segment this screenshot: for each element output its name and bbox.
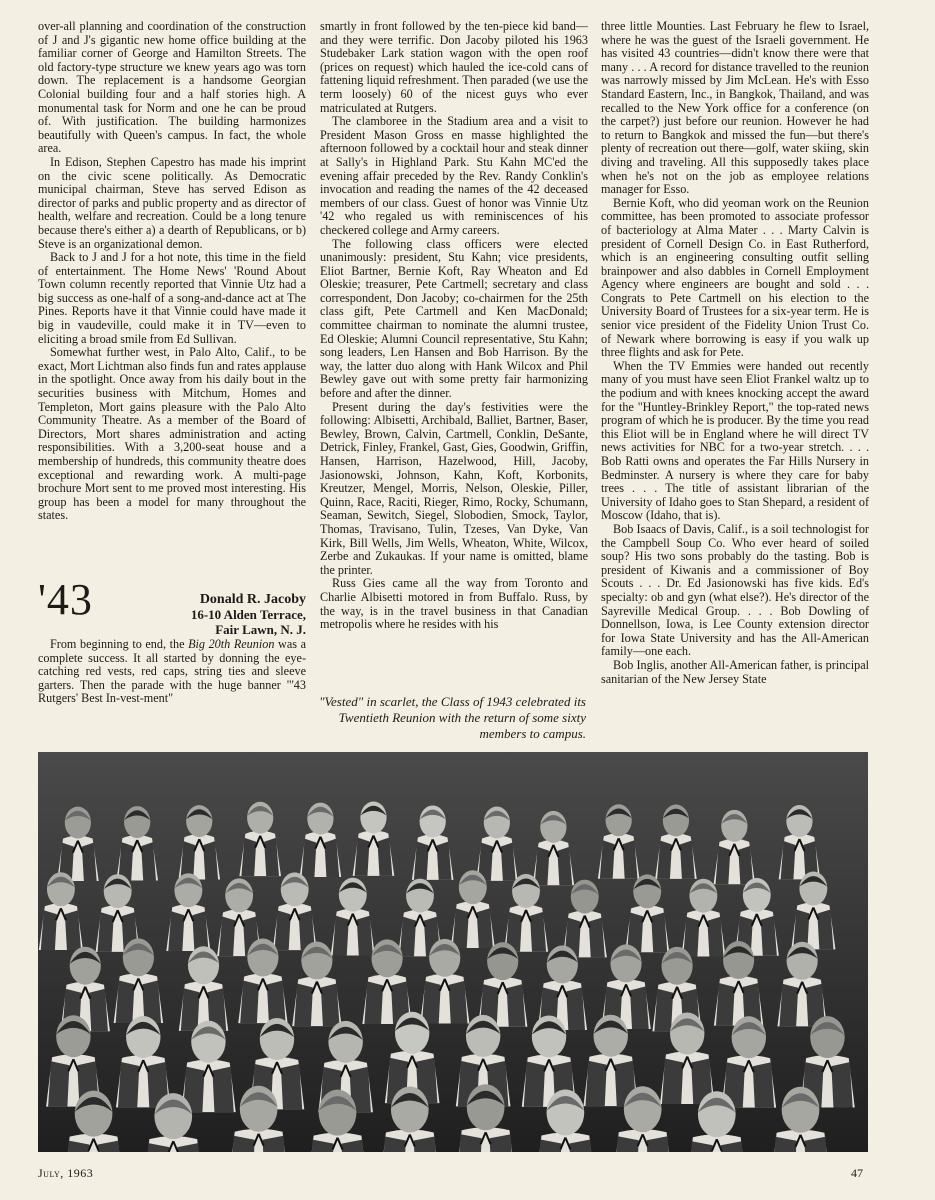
vest <box>654 989 673 1032</box>
italic-title: Big 20th Reunion <box>188 637 275 651</box>
vest <box>753 1062 774 1107</box>
vest <box>181 988 200 1031</box>
correspondent-name: Donald R. Jacoby <box>199 592 306 607</box>
paragraph: three little Mounties. Last February he flew to Israel, where he was the guest of the Israeli government. He has visited 43 countries—didn't know there were that many . . . A record for distance travelled to the reunion was narrowly missed by Jim McLean. He's with Esso Standard Eastern, Inc., in Bangkok, Thailand, and was recalled to the New York office for a conference (on the carpet?) just before our reunion. However he had to return to Bangkok and missed the fun—but there's plenty of recreation out there—golf, water skiing, skin diving and traveling. All this supposedly takes place when he's not on the job as employee relations manager for Esso. <box>601 19 869 197</box>
paragraph: The following class officers were elected unanimously: president, Stu Kahn; vice presidents, Eliot Bartner, Bernie Koft, Ray Wheaton and Ed Oleskie; treasurer, Pete Cartmell; secretary and class correspondent, Don Jacoby; co-chairmen for the 25th class gift, Pete Cartmell and Ken MacDonald; committee chairman to nominate the alumni trustee, Ed Oleskie; Alumni Council representative, Stu Kahn; song leaders, Len Hansen and Bob Harrison. By the way, the latter duo along with Hank Wilcox and Phil Bewley gave out with some pretty fair harmonizing before and after the dinner. <box>320 236 588 401</box>
photo-caption <box>318 694 586 742</box>
issue-date: July, 1963 <box>38 1166 94 1180</box>
paragraph: Back to J and J for a hot note, this time in the field of entertainment. The Home News' 'Round About Town column recently reported that Vinnie Utz had a big success as one-half of a song-and-dance act at The Pines. Reports have it that Vinnie could have made it big in vaudeville, could make it in TV—even to eliciting a broad smile from Ed Sullivan. <box>38 250 306 346</box>
column-1 <box>38 20 306 523</box>
vest <box>116 980 135 1023</box>
page-number: 47 <box>851 1166 863 1180</box>
column-2 <box>320 20 588 632</box>
caption-text: in scarlet, the Class of 1943 celebrated its Twentieth Reunion with the return of some sixty members to campus. <box>338 694 586 741</box>
vest <box>507 984 526 1027</box>
column-3 <box>601 20 869 686</box>
caption-lead: "Vested" <box>319 694 364 709</box>
address-line-1: 16-10 Alden Terrace, <box>190 607 306 622</box>
paragraph: Present during the day's festivities were the following: Albisetti, Archibald, Balliet, Bartner, Baser, Bewley, Brown, Calvin, Cartmell, Conklin, DeSante, Detrick, Finley, Frankel, Gast, Gies, Goodwin, Griffin, Hansen, Harrison, Hazelwood, Hill, Jacoby, Jasionowski, Johnson, Kahn, Koft, Korbonits, Kreutzer, Mengel, Morris, Nelson, Oleskie, Piller, Quinn, Race, Raciti, Rieger, Rimo, Rocky, Schumann, Seaman, Sewitch, Siegel, Slobodien, Smock, Taylor, Thomas, Travisano, Tulin, Tzeses, Van Dyke, Van Kirk, Bill Wells, Jim Wells, Wheaton, White, Wilcox, Zerbe and Zukaukas. If your name is omitted, blame the printer. <box>320 399 588 577</box>
text-run: was a complete success. It all started by donning the eye-catching red vests, red caps, string ties and sleeve garters. Then the parade with the huge banner "'43 Rutgers' Best In-vest-ment" <box>38 637 306 706</box>
vest <box>662 1059 683 1104</box>
vest <box>240 981 259 1024</box>
vest <box>779 984 798 1027</box>
vest <box>364 981 383 1024</box>
vest <box>294 984 313 1027</box>
class-correspondent <box>191 592 306 637</box>
vest <box>212 1067 233 1112</box>
vest <box>118 1062 139 1107</box>
paragraph: Somewhat further west, in Palo Alto, Calif., to be exact, Mort Lichtman also finds fun and rates applause in the spotlight. Once away from his daily bout in the securities business with Mitchum, Homes and Templeton, Mort gains pleasure with the Palo Alto Community Theatre. As a member of the Board of Directors, Mort shares administration and acting responsibilities. With a 3,200-seat house and a membership of hundreds, this community theatre does exceptional and rewarding work. A multi-page brochure Mort sent to me proved most interesting. His group has been a model for many throughout the states. <box>38 345 306 523</box>
address-line-2: Fair Lawn, N. J. <box>215 622 306 637</box>
paragraph: Russ Gies came all the way from Toronto and Charlie Albisetti motored in from Buffalo. Russ, by the way, is in the travel business in that Canadian metropolis where he resides with his <box>320 576 588 632</box>
vest <box>524 1061 545 1106</box>
paragraph: The clamboree in the Stadium area and a visit to President Mason Gross en masse highlighted the afternoon followed by a cocktail hour and steak dinner at Sally's in Highland Park. Stu Kahn MC'ed the evening affair preceded by the Rev. Randy Conklin's invocation and reading the names of the 42 deceased members of our class. Guest of honor was Vinnie Utz '42 who regaled us with reminiscences of his checkered college and Army careers. <box>320 114 588 237</box>
paragraph: In Edison, Stephen Capestro has made his imprint on the civic scene politically. As Democratic municipal chairman, Steve has served Edison as director of parks and public property and as director of health, welfare and recreation. Could be a long tenure because there's either a) a dearth of Republicans, or b) Steve is an organizational demon. <box>38 154 306 251</box>
vest <box>267 981 286 1024</box>
vest <box>449 981 468 1024</box>
vest <box>422 981 441 1024</box>
column-1-class-notes <box>38 638 306 706</box>
class-header <box>38 575 306 638</box>
paragraph: Bob Isaacs of Davis, Calif., is a soil technologist for the Campbell Soup Co. Who ever heard of soiled soup? His two sons probably do the tasting. Bob is president of Kiwanis and a commissioner of Boy Scouts . . . Dr. Ed Jasionowski has five kids. Ed's specialty: ob and gyn (what else?). He's director of the Sayreville Medical Group. . . . Bob Dowling of Donnellson, Iowa, is Lee County extension director for Iowa State University and has the All-American family—one each. <box>601 521 869 659</box>
paragraph: Bob Inglis, another All-American father, is principal sanitarian of the New Jersey State <box>601 657 869 686</box>
vest <box>281 1064 302 1109</box>
class-year: '43 <box>38 575 93 624</box>
vest <box>566 987 585 1030</box>
vest <box>89 989 108 1032</box>
vest <box>630 986 649 1029</box>
vest <box>585 1061 606 1106</box>
paragraph: over-all planning and coordination of the construction of J and J's gigantic new home office building at the familiar corner of George and Hamilton Streets. The old factory-type structure we knew years ago was torn down. The replacement is a handsome Georgian Colonial building four and a half stories high. A monumental task for Norm and one he can be proud of. With justification. The building harmonizes beautifully with Queen's campus. In fact, the whole area. <box>38 19 306 156</box>
text-run: From beginning to end, the <box>50 637 189 651</box>
vest <box>48 1061 69 1106</box>
paragraph: smartly in front followed by the ten-piece kid band—and they were terrific. Don Jacoby piloted his 1963 Studebaker Lark station wagon with the open roof (prices on request) which hauled the ice-cold cans of fattening liquid refreshment. Then paraded (we use the term loosely) 60 of the nicest guys who ever matriculated at Rutgers. <box>320 19 588 115</box>
paragraph <box>38 638 306 706</box>
group-photo-illustration <box>38 752 868 1152</box>
paragraph: Bernie Koft, who did yeoman work on the Reunion committee, has been promoted to associate professor of bacteriology at Alma Mater . . . Marty Calvin is president of Cornell Design Co. in East Rutherford, which is an engineering consulting outfit selling brainpower and also dabbles in Cornell Employment Agency where engineers are bought and sold . . . Congrats to Pete Cartmell on his election to the University Board of Trustees for a six-year term. He is senior vice president of the Fidelity Union Trust Co. of Newark where borrowing is easy if you walk up three flights and ask for Pete. <box>601 195 869 360</box>
paragraph: When the TV Emmies were handed out recently many of you must have seen Eliot Frankel waltz up to the podium and with knees knocking accept the award for the "Huntley-Brinkley Report," the top-rated news program of which he is producer. By the time you read this Eliot will be in England where he will direct TV news activities for NBC for a two-year stretch. . . . Bob Ratti owns and operates the Far Hills Nursery in Bedminster. A nursery is where they care for baby trees . . . The title of assistant librarian of the University of Idaho goes to Stan Shepard, a resident of Moscow (Idaho, that is). <box>601 358 869 523</box>
reunion-group-photo <box>38 752 868 1152</box>
vest <box>716 983 735 1026</box>
vest <box>831 1062 852 1107</box>
vest <box>321 984 340 1027</box>
